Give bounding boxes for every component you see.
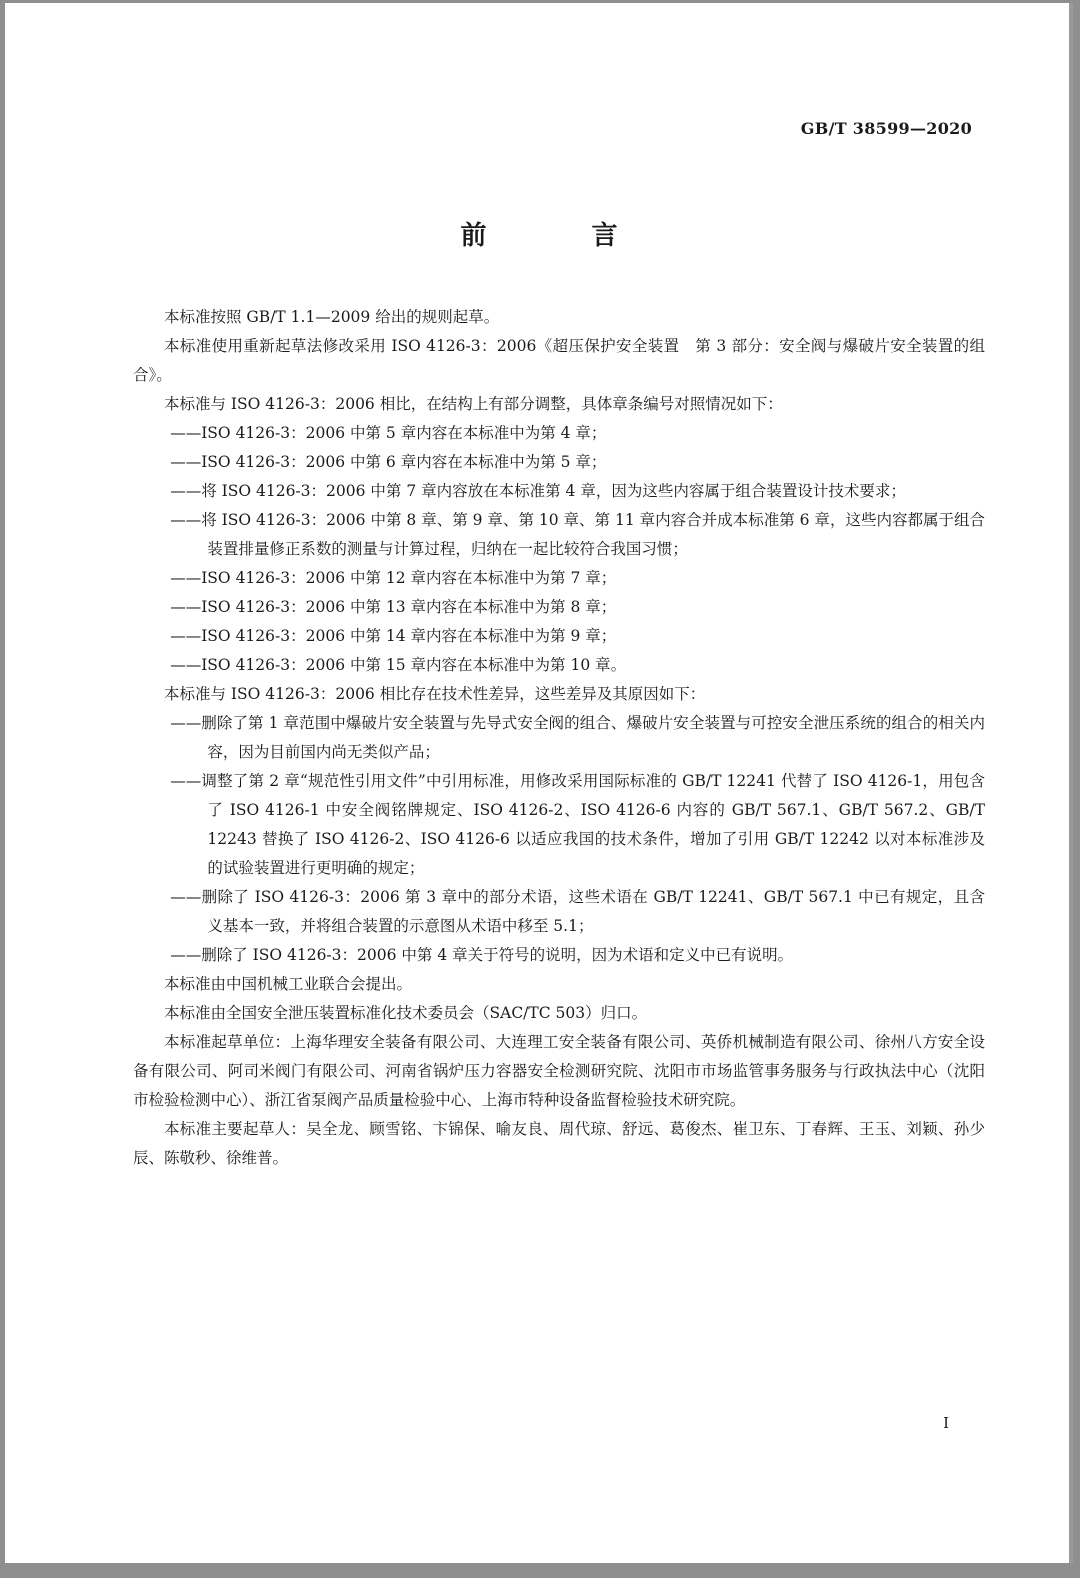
viewer-bottom-bar bbox=[0, 1563, 1080, 1578]
dash-list-item: ——ISO 4126-3：2006 中第 6 章内容在本标准中为第 5 章； bbox=[170, 453, 607, 471]
paragraph: 本标准由全国安全泄压装置标准化技术委员会（SAC/TC 503）归口。 bbox=[164, 1004, 648, 1022]
dash-list-item: ——ISO 4126-3：2006 中第 12 章内容在本标准中为第 7 章； bbox=[170, 569, 617, 587]
dash-list-item: ——ISO 4126-3：2006 中第 13 章内容在本标准中为第 8 章； bbox=[170, 598, 617, 616]
page-title: 前 言 bbox=[460, 221, 666, 251]
page-number: I bbox=[943, 1414, 949, 1432]
dash-list-item: ——ISO 4126-3：2006 中第 14 章内容在本标准中为第 9 章； bbox=[170, 627, 617, 645]
dash-list-item: ——删除了 ISO 4126-3：2006 第 3 章中的部分术语，这些术语在 GB/T 12241、GB/T 567.1 中已有规定，且含义基本一致，并将组合装置的示意图从术语中移至 5.1； bbox=[170, 888, 985, 935]
dash-list-item: ——ISO 4126-3：2006 中第 5 章内容在本标准中为第 4 章； bbox=[170, 424, 607, 442]
dash-list-item: ——将 ISO 4126-3：2006 中第 7 章内容放在本标准第 4 章，因为这些内容属于组合装置设计技术要求； bbox=[170, 482, 906, 500]
paragraph: 本标准主要起草人：吴全龙、顾雪铭、卞锦保、喻友良、周代琼、舒远、葛俊杰、崔卫东、丁春辉、王玉、刘颖、孙少辰、陈敬秒、徐维普。 bbox=[133, 1120, 985, 1167]
dash-list-item: ——将 ISO 4126-3：2006 中第 8 章、第 9 章、第 10 章、第 11 章内容合并成本标准第 6 章，这些内容都属于组合装置排量修正系数的测量与计算过程，归纳在一起比较符合我国习惯； bbox=[170, 511, 985, 558]
dash-list-item: ——删除了 ISO 4126-3：2006 中第 4 章关于符号的说明，因为术语和定义中已有说明。 bbox=[170, 946, 794, 964]
paragraph: 本标准使用重新起草法修改采用 ISO 4126-3：2006《超压保护安全装置 第 3 部分：安全阀与爆破片安全装置的组合》。 bbox=[133, 337, 985, 384]
document-page bbox=[5, 3, 1073, 1563]
paragraph: 本标准起草单位：上海华理安全装备有限公司、大连理工安全装备有限公司、英侨机械制造有限公司、徐州八方安全设备有限公司、阿司米阀门有限公司、河南省锅炉压力容器安全检测研究院、沈阳市市场监管事务服务与行政执法中心（沈阳市检验检测中心）、浙江省泵阀产品质量检验中心、上海市特种设备监督检验技术研究院。 bbox=[133, 1033, 985, 1109]
paragraph: 本标准按照 GB/T 1.1—2009 给出的规则起草。 bbox=[164, 308, 500, 326]
paragraph: 本标准由中国机械工业联合会提出。 bbox=[164, 975, 413, 993]
foreword-body bbox=[133, 303, 985, 1173]
dash-list-item: ——调整了第 2 章“规范性引用文件”中引用标准，用修改采用国际标准的 GB/T 12241 代替了 ISO 4126-1，用包含了 ISO 4126-1 中安全阀铭牌规定、ISO 4126-2、ISO 4126-6 内容的 GB/T 567.1、GB/T 567.2、GB/T 12243 替换了 ISO 4126-2、ISO 4126-6 以适应我国的技术条件，增加了引用 GB/T 12242 以对本标准涉及的试验装置进行更明确的规定； bbox=[170, 772, 985, 877]
paragraph: 本标准与 ISO 4126-3：2006 相比存在技术性差异，这些差异及其原因如下： bbox=[164, 685, 706, 703]
paragraph: 本标准与 ISO 4126-3：2006 相比，在结构上有部分调整，具体章条编号对照情况如下： bbox=[164, 395, 783, 413]
dash-list-item: ——删除了第 1 章范围中爆破片安全装置与先导式安全阀的组合、爆破片安全装置与可控安全泄压系统的组合的相关内容，因为目前国内尚无类似产品； bbox=[170, 714, 985, 761]
dash-list-item: ——ISO 4126-3：2006 中第 15 章内容在本标准中为第 10 章。 bbox=[170, 656, 627, 674]
document-number: GB/T 38599—2020 bbox=[800, 119, 972, 138]
